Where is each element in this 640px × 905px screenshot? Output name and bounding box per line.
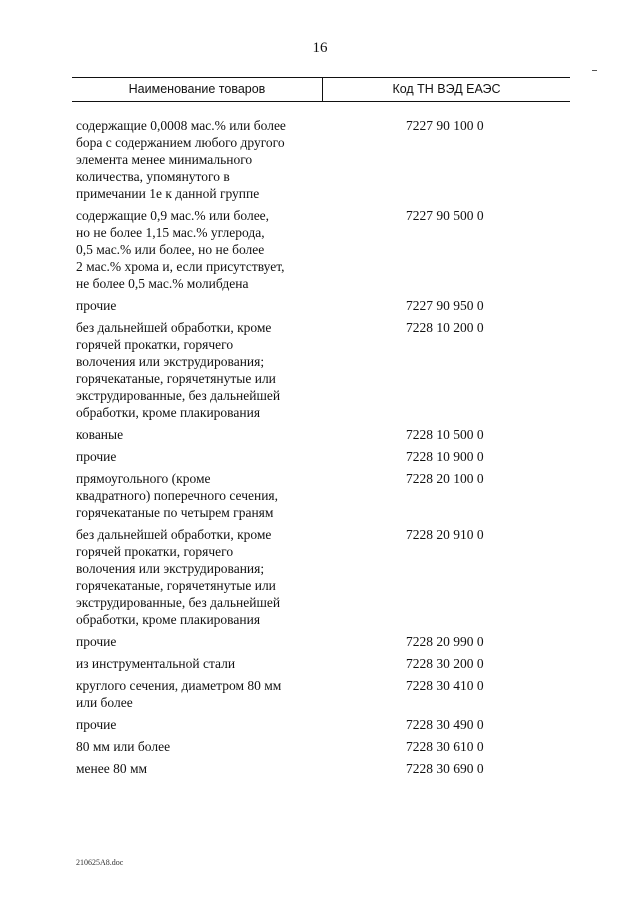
table-body (76, 117, 570, 782)
table-row (76, 677, 570, 711)
table-row (76, 448, 570, 465)
tn-ved-code: 7228 20 990 0 (406, 634, 484, 649)
table-row (76, 297, 570, 314)
tn-ved-code: 7228 30 610 0 (406, 739, 484, 754)
goods-name: прочие (76, 298, 117, 313)
tn-ved-code: 7228 30 490 0 (406, 717, 484, 732)
goods-name: 80 мм или более (76, 739, 171, 754)
table-row (76, 760, 570, 777)
table-row (76, 716, 570, 733)
footer-filename: 210625A8.doc (76, 858, 124, 867)
margin-tick-mark (592, 70, 597, 71)
tn-ved-code: 7228 20 100 0 (406, 471, 484, 486)
goods-name: прочие (76, 717, 117, 732)
column-header-name: Наименование товаров (128, 82, 266, 96)
tn-ved-code: 7228 30 410 0 (406, 678, 484, 693)
tn-ved-code: 7228 30 690 0 (406, 761, 484, 776)
goods-name: без дальнейшей обработки, кроме горячей прокатки, горячего волочения или экструдирования; горячекатаные, горячетянутые или экструдированные, без дальнейшей обработки, кроме плакирования (76, 527, 281, 627)
goods-name: содержащие 0,0008 мас.% или более бора с содержанием любого другого элемента менее минимального количества, упомянутого в примечании 1е к данной группе (76, 118, 286, 201)
goods-name: кованые (76, 427, 124, 442)
table-row (76, 319, 570, 421)
table-row (76, 470, 570, 521)
table-row (76, 655, 570, 672)
table-row (76, 633, 570, 650)
column-header-code: Код ТН ВЭД ЕАЭС (392, 82, 501, 96)
page-number: 16 (312, 40, 328, 56)
tn-ved-code: 7227 90 950 0 (406, 298, 484, 313)
tn-ved-code: 7228 30 200 0 (406, 656, 484, 671)
goods-name: менее 80 мм (76, 761, 148, 776)
goods-name: прочие (76, 449, 117, 464)
tn-ved-code: 7227 90 100 0 (406, 118, 484, 133)
table-row (76, 526, 570, 628)
tn-ved-code: 7227 90 500 0 (406, 208, 484, 223)
goods-name: круглого сечения, диаметром 80 мм или более (76, 678, 282, 710)
table-row (76, 426, 570, 443)
goods-name: содержащие 0,9 мас.% или более, но не более 1,15 мас.% углерода, 0,5 мас.% или более, но не более 2 мас.% хрома и, если присутствует, не более 0,5 мас.% молибдена (76, 208, 285, 291)
tn-ved-code: 7228 10 900 0 (406, 449, 484, 464)
goods-name: из инструментальной стали (76, 656, 236, 671)
table-header (72, 77, 570, 102)
goods-name: без дальнейшей обработки, кроме горячей прокатки, горячего волочения или экструдирования; горячекатаные, горячетянутые или экструдированные, без дальнейшей обработки, кроме плакирования (76, 320, 281, 420)
goods-name: прочие (76, 634, 117, 649)
tn-ved-code: 7228 10 200 0 (406, 320, 484, 335)
table-row (76, 738, 570, 755)
table-row (76, 117, 570, 202)
tn-ved-code: 7228 20 910 0 (406, 527, 484, 542)
goods-name: прямоугольного (кроме квадратного) поперечного сечения, горячекатаные по четырем граням (76, 471, 279, 520)
table-row (76, 207, 570, 292)
tn-ved-code: 7228 10 500 0 (406, 427, 484, 442)
